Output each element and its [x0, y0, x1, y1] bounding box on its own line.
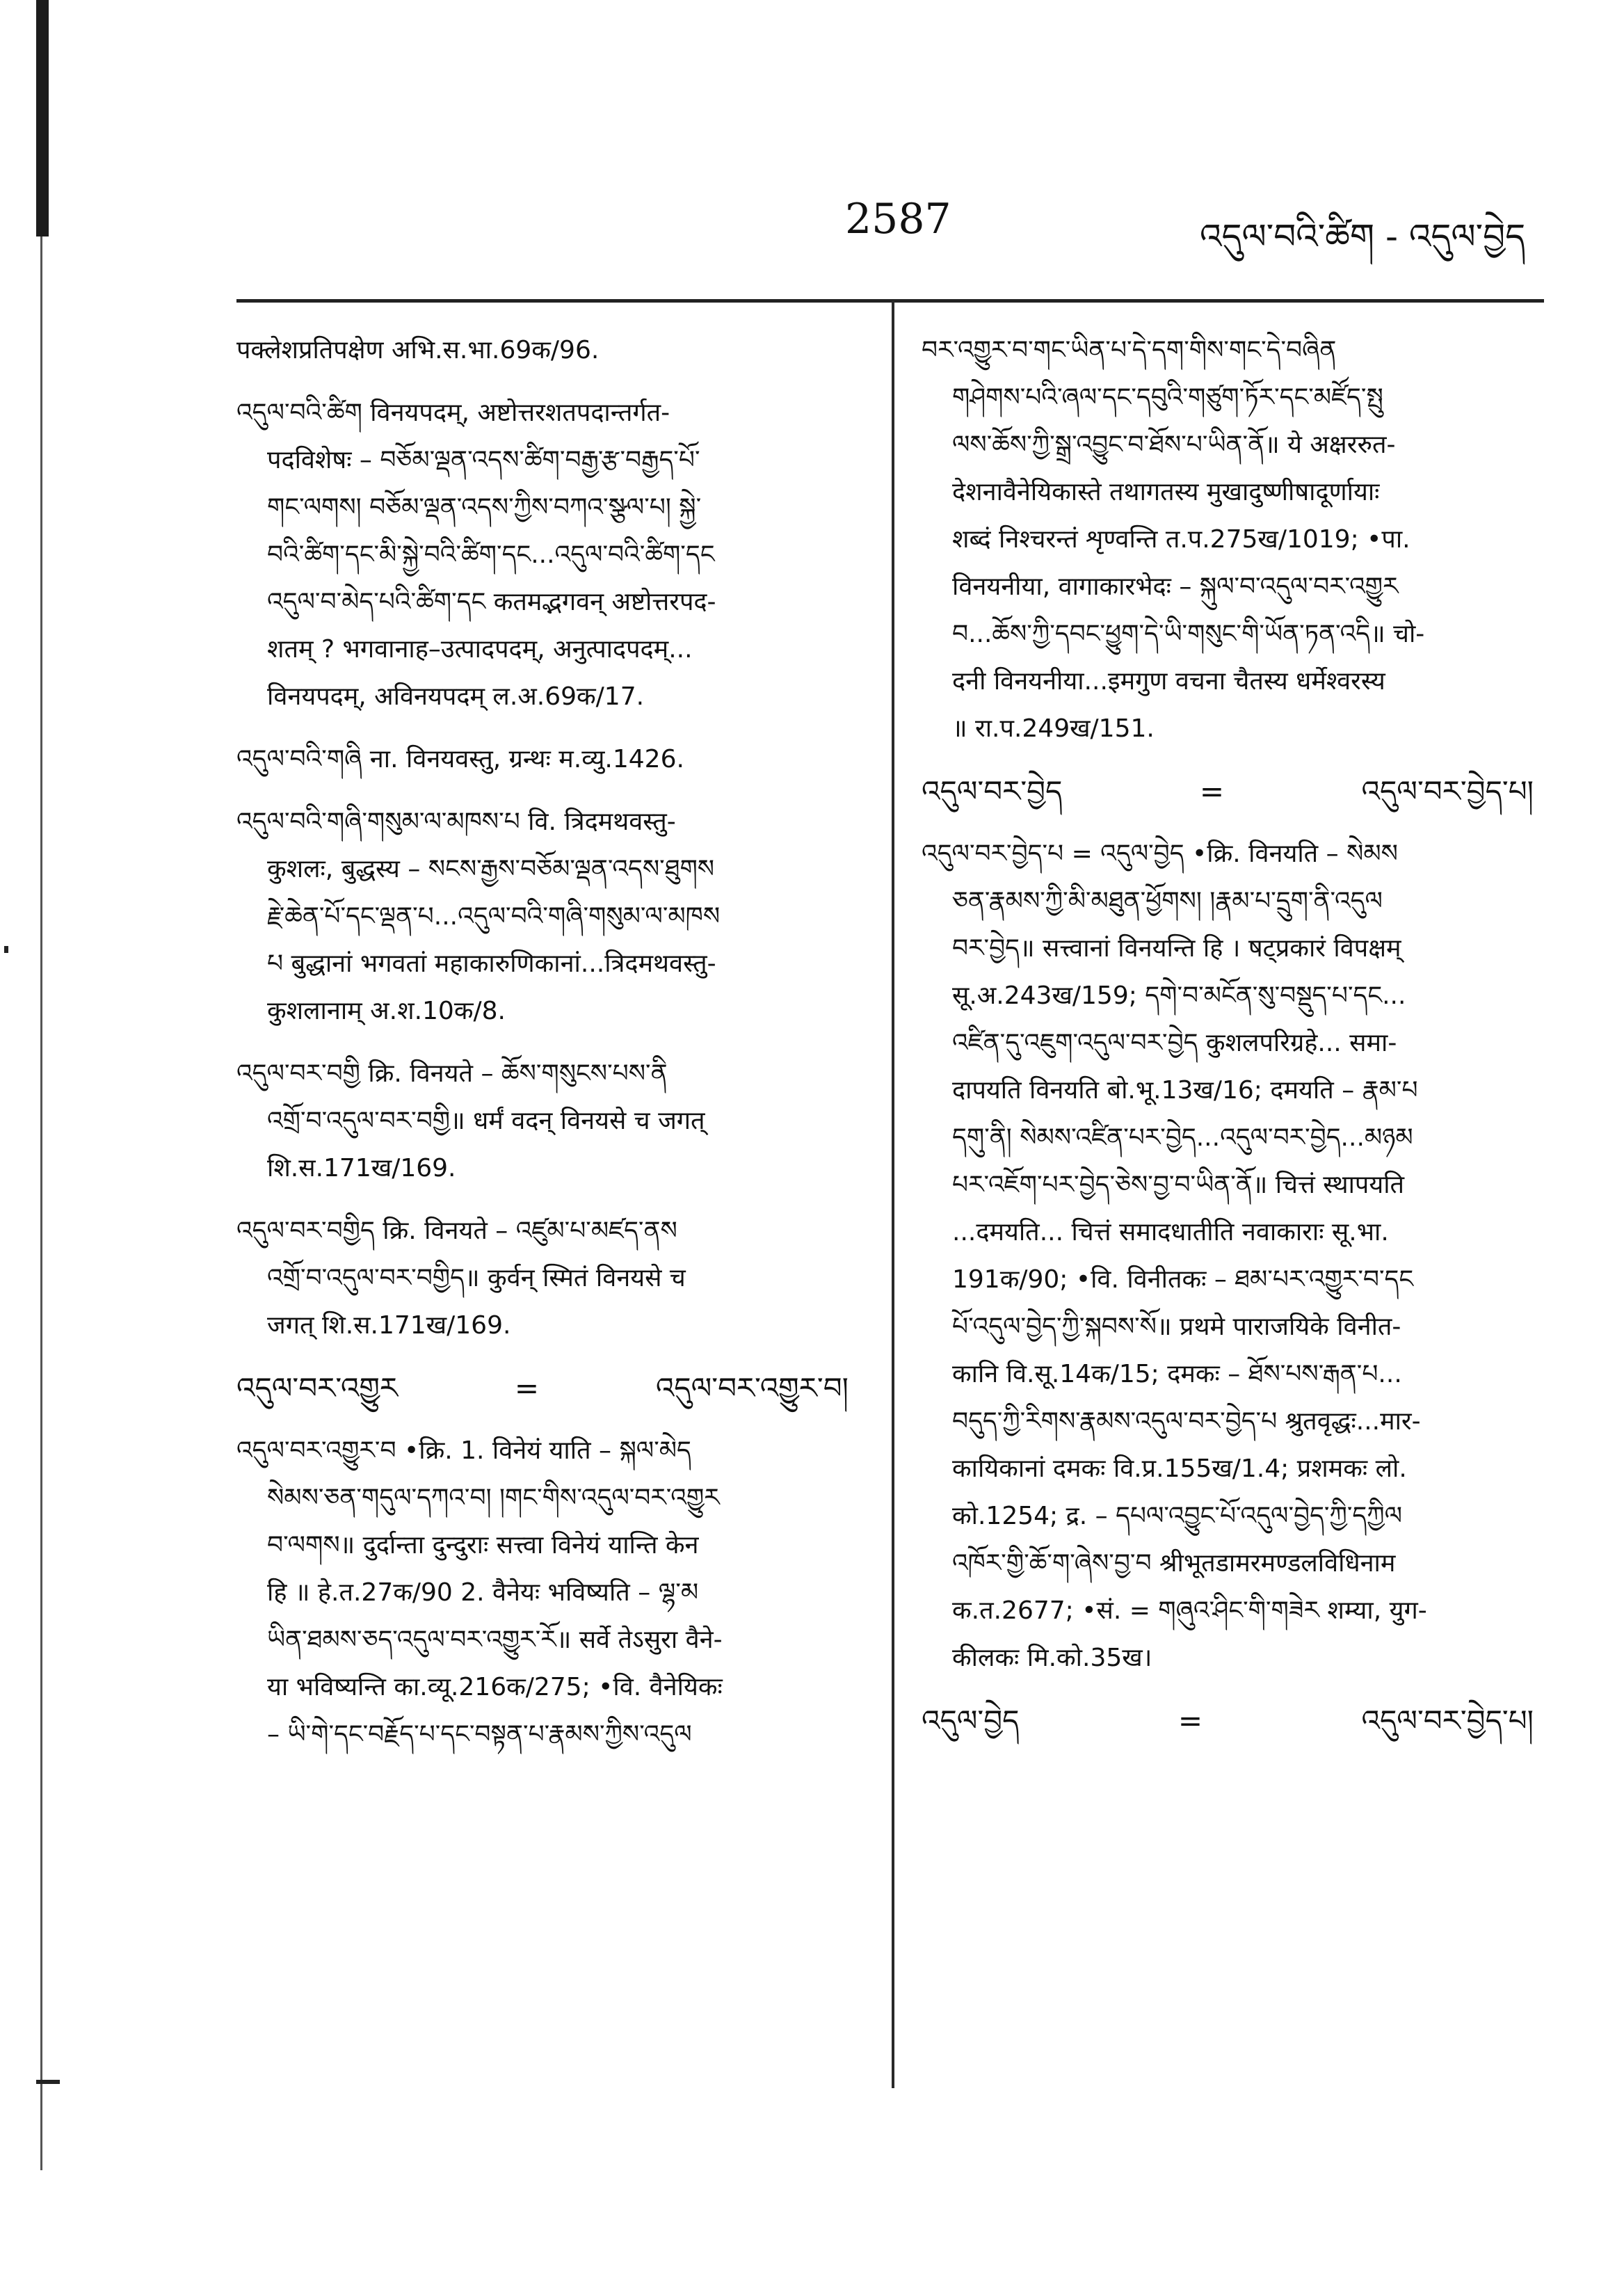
entry-line-first: འདུལ་བར་བགྱིད क्रि. विनयते – འཛུམ་པ་མཛད་ནས [236, 1217, 677, 1245]
entry-line: བའི་ཚིག་དང་མི་སྐྱེ་བའི་ཚིག་དང...འདུལ་བའི་ཚིག་དང [267, 540, 715, 569]
dictionary-entry [236, 1050, 849, 1192]
dictionary-entry [236, 799, 849, 1035]
entry-line-first: འདུལ་བར་འགྱུར་བ •क्रि. 1. विनेयं याति – སྐལ་མེད [236, 1436, 691, 1465]
entry-line: འགྲོ་བ་འདུལ་བར་བགྱིད॥ कुर्वन् स्मितं विनयसे च [267, 1264, 686, 1292]
column-divider [892, 300, 894, 2088]
entry-line: རྗེ་ཆེན་པོ་དང་ལྡན་པ...འདུལ་བའི་གཞི་གསུམ་ལ་མཁས [267, 902, 721, 931]
entry-line: བདུད་ཀྱི་རིགས་རྣམས་འདུལ་བར་བྱེད་པ श्रुतवृद्धः...मार- [952, 1407, 1421, 1436]
entry-line: ཡིན་ཐམས་ཅད་འདུལ་བར་འགྱུར་རོ॥ सर्वे तेऽसुरा वैने- [267, 1626, 723, 1654]
entry-line: ॥ रा.प.249ख/151. [952, 714, 1155, 743]
binding-edge [36, 0, 49, 236]
entry-line: བ...ཆོས་ཀྱི་དབང་ཕྱུག་དེ་ཡི་གསུང་གི་ཡོན་ཏན་འདི॥ चो- [952, 620, 1425, 648]
xref-equals: = [514, 1371, 540, 1405]
entry-line: हि ॥ हे.त.27क/90 2. वैनेयः भविष्यति – ལྷ་མ [267, 1578, 699, 1607]
entry-line: 191क/90; •वि. विनीतकः – ཐམ་པར་འགྱུར་བ་དང [952, 1265, 1414, 1294]
entry-line: या भविष्यन्ति का.व्यू.216क/275; •वि. वैनेयिकः [267, 1673, 723, 1701]
entry-line: कुशलः, बुद्धस्य – སངས་རྒྱས་བཅོམ་ལྡན་འདས་ཐུགས [267, 855, 715, 883]
cross-reference [922, 1697, 1534, 1745]
page-number: 2587 [845, 195, 951, 243]
entry-line: ...दमयति... चित्तं समादधातीति नवाकाराः सू.भा. [952, 1218, 1389, 1246]
dictionary-entry [922, 327, 1534, 753]
xref-target: འདུལ་བར་བྱེད་པ། [1361, 774, 1534, 808]
dictionary-entry [236, 1208, 849, 1349]
entry-line: कानि वि.सू.14क/15; दमकः – ཐོས་པས་རྒན་པ... [952, 1360, 1402, 1388]
entry-line-first: འདུལ་བར་བྱེད་པ = འདུལ་བྱེད •क्रि. विनयति – སེམས [922, 840, 1398, 868]
entry-line: གང་ལགས། བཅོམ་ལྡན་འདས་ཀྱིས་བཀའ་སྩལ་པ། སྐྱེ་ [267, 493, 702, 522]
entry-line-first: འདུལ་བར་བགྱི क्रि. विनयते – ཆོས་གསུངས་པས་ནི [236, 1059, 668, 1088]
entry-line: པར་འཇོག་པར་བྱེད་ཅེས་བྱ་བ་ཡིན་ནོ॥ चित्तं स्थापयति [952, 1171, 1405, 1199]
entry-line: འདུལ་བ་མེད་པའི་ཚིག་དང कतमद्भगवन् अष्टोत्तरपद- [267, 588, 716, 616]
dictionary-entry [236, 327, 849, 374]
entry-line: ཅན་རྣམས་ཀྱི་མི་མཐུན་ཕྱོགས། །རྣམ་པ་དྲུག་ནི་འདུལ [952, 887, 1383, 915]
entry-line-first: འདུལ་བའི་གཞི་གསུམ་ལ་མཁས་པ वि. त्रिदमथवस्तु- [236, 808, 676, 836]
entry-line: विनयपदम्, अविनयपदम् ल.अ.69क/17. [267, 682, 645, 711]
entry-line: पदविशेषः – བཅོམ་ལྡན་འདས་ཚིག་བརྒྱ་རྩ་བརྒྱད་པོ་ [267, 446, 700, 474]
dictionary-entry [236, 390, 849, 721]
entry-line: को.1254; द्र. – དཔལ་འབྱུང་པོ་འདུལ་བྱེད་ཀྱི་དཀྱིལ [952, 1502, 1402, 1530]
entry-line: शब्दं निश्चरन्तं शृण्वन्ति त.प.275ख/1019; •पा. [952, 525, 1410, 554]
right-column [922, 327, 1534, 1760]
cross-reference [922, 768, 1534, 815]
xref-target: འདུལ་བར་བྱེད་པ། [1361, 1703, 1534, 1738]
entry-line: जगत् शि.स.171ख/169. [267, 1311, 511, 1340]
xref-term: འདུལ་བར་བྱེད [922, 774, 1063, 808]
entry-line-first: བར་འགྱུར་བ་གང་ཡིན་པ་དེ་དག་གིས་གང་དེ་བཞིན [922, 336, 1337, 364]
dictionary-entry [236, 736, 849, 783]
entry-line: བར་བྱེད॥ सत्त्वानां विनयन्ति हि । षट्प्रकारं विपक्षम् [952, 934, 1401, 963]
entry-line: सू.अ.243ख/159; དགེ་བ་མངོན་སུ་བསྡུད་པ་དང... [952, 981, 1406, 1010]
entry-line: कायिकानां दमकः वि.प्र.155ख/1.4; प्रशमकः लो. [952, 1454, 1407, 1483]
entry-line: कीलकः मि.को.35ख। [952, 1644, 1152, 1672]
entry-line: པོ་འདུལ་བྱེད་ཀྱི་སྐབས་སོ॥ प्रथमे पाराजयिके विनीत- [952, 1313, 1401, 1341]
entry-line-first: འདུལ་བའི་གཞི ना. विनयवस्तु, ग्रन्थः म.व्यु.1426. [236, 745, 684, 773]
scan-mark-top [4, 946, 8, 953]
xref-term: འདུལ་བར་འགྱུར [236, 1371, 399, 1405]
entry-line: གཤེགས་པའི་ཞལ་དང་དབུའི་གཙུག་ཏོར་དང་མཛོད་སྤུ [952, 383, 1383, 412]
entry-line: दापयति विनयति बो.भू.13ख/16; दमयति – རྣམ་པ [952, 1076, 1418, 1105]
left-column [236, 327, 849, 1774]
entry-line: – ཡི་གེ་དང་བརྗོད་པ་དང་བསྟན་པ་རྣམས་ཀྱིས་འདུལ [267, 1720, 692, 1749]
scan-mark-bottom [36, 2080, 60, 2084]
entry-line: ལས་ཆོས་ཀྱི་སྒྲ་འབྱུང་བ་ཐོས་པ་ཡིན་ནོ॥ ये अक्षररुत- [952, 431, 1396, 459]
xref-target: འདུལ་བར་འགྱུར་བ། [655, 1371, 849, 1405]
entry-line: འགྲོ་བ་འདུལ་བར་བགྱི॥ धर्मं वदन् विनयसे च जगत् [267, 1107, 705, 1135]
entry-line: दनी विनयनीया...इमगुण वचना चैतस्य धर्मेश्वरस्य [952, 667, 1385, 696]
xref-term: འདུལ་བྱེད [922, 1703, 1020, 1738]
entry-line: क.त.2677; •सं. = གཞུའ་ཤིང་གི་གཟེར शम्या, युग- [952, 1596, 1427, 1625]
cross-reference [236, 1365, 849, 1412]
dictionary-entry [236, 1427, 849, 1758]
running-head: འདུལ་བའི་ཚིག - འདུལ་བྱེད [1200, 216, 1526, 257]
entry-line-first: पक्लेशप्रतिपक्षेण अभि.स.भा.69क/96. [236, 336, 600, 364]
entry-line: འཛིན་དུ་འཇུག་འདུལ་བར་བྱེད कुशलपरिग्रहे... समा- [952, 1029, 1397, 1057]
entry-line: देशनावैनेयिकास्ते तथागतस्य मुखादुष्णीषादूर्णायाः [952, 478, 1380, 506]
entry-line: कुशलानाम् अ.श.10क/8. [267, 997, 506, 1025]
binding-line [40, 236, 42, 2170]
entry-line: སེམས་ཅན་གདུལ་དཀའ་བ། །གང་གིས་འདུལ་བར་འགྱུར [267, 1484, 720, 1512]
entry-line: འཁོར་གྱི་ཆོ་ག་ཞེས་བྱ་བ श्रीभूतडामरमण्डलविधिनाम [952, 1549, 1396, 1578]
entry-line-first: འདུལ་བའི་ཚིག विनयपदम्, अष्टोत्तरशतपदान्तर्गत- [236, 399, 670, 427]
entry-line: པ बुद्धानां भगवतां महाकारुणिकानां...त्रिदमथवस्तु- [267, 949, 716, 978]
xref-equals: = [1177, 1703, 1203, 1738]
entry-line: शतम् ? भगवानाह–उत्पादपदम्, अनुत्पादपदम्... [267, 635, 693, 664]
xref-equals: = [1199, 774, 1225, 808]
entry-line: विनयनीया, वागाकारभेदः – སྐུལ་བ་འདུལ་བར་འགྱུར [952, 572, 1399, 601]
header-rule [236, 299, 1544, 303]
entry-line: དགུ་ནི། སེམས་འཛིན་པར་བྱེད...འདུལ་བར་བྱེད...མཉམ [952, 1123, 1413, 1152]
dictionary-entry [922, 831, 1534, 1682]
entry-line: शि.स.171ख/169. [267, 1154, 456, 1182]
entry-line: བ་ལགས॥ दुर्दान्ता दुन्दुराः सत्त्वा विनेयं यान्ति केन [267, 1531, 699, 1560]
